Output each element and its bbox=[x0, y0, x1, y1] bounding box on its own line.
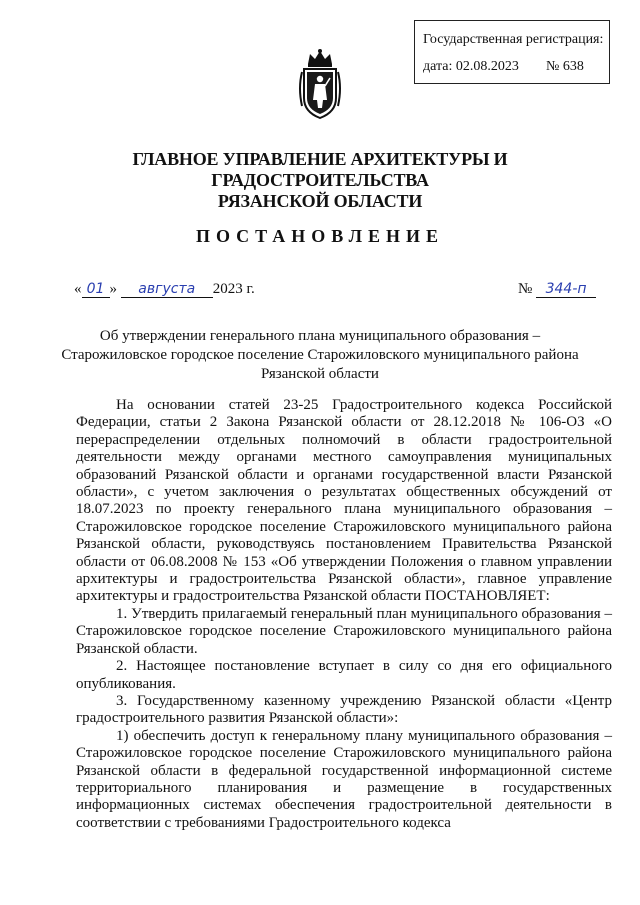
organization-title-line1: ГЛАВНОЕ УПРАВЛЕНИЕ АРХИТЕКТУРЫ И ГРАДОСТРОИТЕЛЬСТВА bbox=[132, 149, 508, 190]
number-prefix: № bbox=[518, 281, 533, 297]
subject-line: Об утверждении генерального плана муниципального образования – bbox=[99, 328, 541, 344]
body-paragraph-subitem-1: 1) обеспечить доступ к генеральному плану муниципального образования – Старожиловское городское поселение Старожиловского муниципального района Рязанской области в федеральной государственной информационной системе территориального планирования и размещение в государственных информационных системах обеспечения градостроительной деятельности в соответствии с требованиями Градостроительного кодекса bbox=[76, 727, 612, 831]
organization-title-line2: РЯЗАНСКОЙ ОБЛАСТИ bbox=[217, 191, 423, 211]
date-open-quote: « bbox=[74, 281, 82, 297]
registration-stamp bbox=[414, 20, 610, 84]
decree-body bbox=[76, 397, 612, 832]
date-close-quote: » bbox=[109, 281, 117, 297]
handwritten-number: 344-п bbox=[536, 281, 596, 298]
organization-title bbox=[40, 149, 600, 212]
date-year: 2023 г. bbox=[212, 281, 255, 297]
decree-subject bbox=[60, 327, 580, 384]
body-paragraph-item-3: 3. Государственному казенному учреждению Рязанской области «Центр градостроительного развития Рязанской области»: bbox=[76, 692, 612, 727]
decree-date bbox=[74, 281, 255, 298]
body-paragraph-item-1: 1. Утвердить прилагаемый генеральный план муниципального образования – Старожиловское городское поселение Старожиловского муниципального района Рязанской области. bbox=[76, 605, 612, 657]
registration-date: дата: 02.08.2023 bbox=[423, 59, 519, 74]
subject-line: Рязанской области bbox=[261, 366, 379, 382]
registration-title: Государственная регистрация: bbox=[423, 32, 604, 47]
subject-line: Старожиловское городское поселение Старожиловского муниципального района bbox=[61, 347, 579, 363]
decree-number bbox=[518, 281, 596, 298]
registration-number: № 638 bbox=[546, 59, 584, 74]
handwritten-month: августа bbox=[121, 281, 213, 298]
body-paragraph-preamble: На основании статей 23-25 Градостроительного кодекса Российской Федерации, статьи 2 Закона Рязанской области от 28.12.2018 № 106-ОЗ «О перераспределении отдельных полномочий в области градостроительной деятельности между органами местного самоуправления муниципальных образований Рязанской области и органами государственной власти Рязанской области», с учетом заключения о результатах общественных обсуждений от 18.07.2023 по проекту генерального плана муниципального образования – Старожиловское городское поселение Старожиловского муниципального района Рязанской области, руководствуясь постановлением Правительства Рязанской области от 06.08.2008 № 153 «Об утверждении Положения о главном управлении архитектуры и градостроительства Рязанской области», главное управление архитектуры и градостроительства Рязанской области ПОСТАНОВЛЯЕТ: bbox=[76, 397, 612, 605]
handwritten-day: 01 bbox=[82, 281, 110, 298]
ryazan-coat-of-arms-icon bbox=[296, 48, 344, 120]
body-paragraph-item-2: 2. Настоящее постановление вступает в силу со дня его официального опубликования. bbox=[76, 658, 612, 692]
document-type: ПОСТАНОВЛЕНИЕ bbox=[195, 226, 445, 246]
